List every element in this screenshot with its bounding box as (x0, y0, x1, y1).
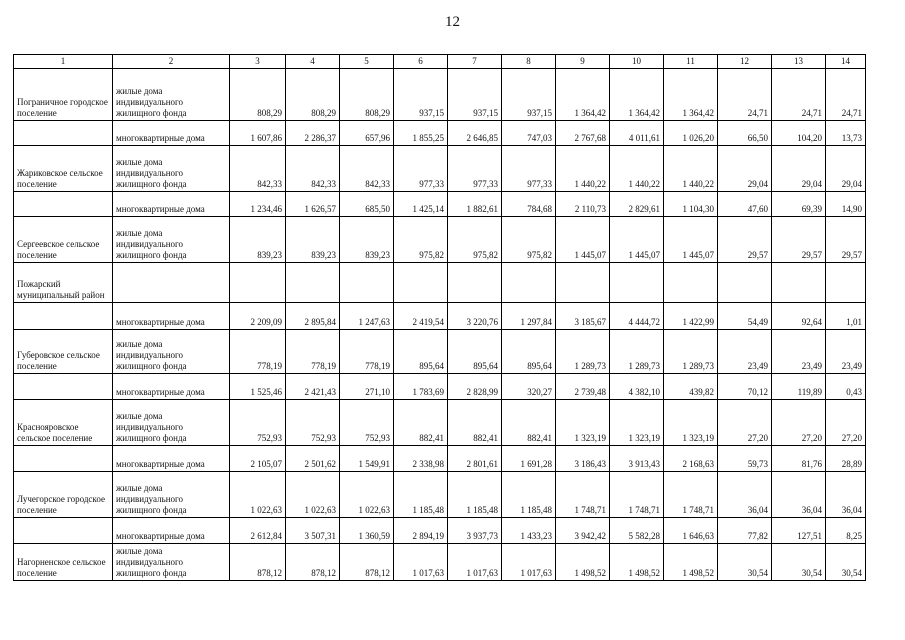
value-cell-col-7: 1 185,48 (448, 472, 502, 518)
value-cell-col-9: 3 942,42 (556, 518, 610, 544)
value-cell-col-9: 1 289,73 (556, 330, 610, 374)
value-cell-col-12: 29,57 (718, 217, 772, 263)
value-cell-col-9: 1 445,07 (556, 217, 610, 263)
value-cell-col-13: 29,57 (772, 217, 826, 263)
value-cell-col-13: 27,20 (772, 400, 826, 446)
value-cell-col-8: 895,64 (502, 330, 556, 374)
value-cell-col-10: 1 364,42 (610, 69, 664, 121)
value-cell-col-13: 104,20 (772, 121, 826, 146)
value-cell-col-8: 1 017,63 (502, 544, 556, 581)
value-cell-col-12: 70,12 (718, 374, 772, 400)
value-cell-col-4 (286, 263, 340, 303)
value-cell-col-5: 808,29 (340, 69, 394, 121)
tariff-table (13, 54, 866, 581)
value-cell-col-14: 13,73 (826, 121, 866, 146)
settlement-name-cell: Пожарский муниципальный район (14, 263, 113, 303)
column-header-13: 13 (772, 55, 826, 69)
housing-type-cell: жилые дома индивидуального жилищного фонда (113, 544, 230, 581)
value-cell-col-4: 839,23 (286, 217, 340, 263)
value-cell-col-10: 4 011,61 (610, 121, 664, 146)
housing-type-cell (113, 263, 230, 303)
value-cell-col-14: 28,89 (826, 446, 866, 472)
value-cell-col-5: 1 022,63 (340, 472, 394, 518)
table-row (14, 146, 866, 192)
settlement-name-cell: Краснояровское сельское поселение (14, 400, 113, 446)
value-cell-col-3: 1 234,46 (230, 192, 286, 217)
value-cell-col-8: 1 691,28 (502, 446, 556, 472)
value-cell-col-13: 23,49 (772, 330, 826, 374)
value-cell-col-12: 54,49 (718, 303, 772, 330)
table-row (14, 121, 866, 146)
value-cell-col-11: 1 440,22 (664, 146, 718, 192)
value-cell-col-6: 1 425,14 (394, 192, 448, 217)
settlement-name-cell (14, 446, 113, 472)
settlement-name-cell (14, 518, 113, 544)
value-cell-col-13: 36,04 (772, 472, 826, 518)
housing-type-cell: жилые дома индивидуального жилищного фонда (113, 69, 230, 121)
value-cell-col-9 (556, 263, 610, 303)
value-cell-col-13: 24,71 (772, 69, 826, 121)
value-cell-col-10: 1 323,19 (610, 400, 664, 446)
value-cell-col-8: 977,33 (502, 146, 556, 192)
value-cell-col-12: 66,50 (718, 121, 772, 146)
value-cell-col-6: 977,33 (394, 146, 448, 192)
value-cell-col-9: 1 748,71 (556, 472, 610, 518)
value-cell-col-4: 2 895,84 (286, 303, 340, 330)
value-cell-col-5: 839,23 (340, 217, 394, 263)
settlement-name-cell: Жариковское сельское поселение (14, 146, 113, 192)
value-cell-col-4: 808,29 (286, 69, 340, 121)
value-cell-col-3: 1 525,46 (230, 374, 286, 400)
value-cell-col-10 (610, 263, 664, 303)
column-header-5: 5 (340, 55, 394, 69)
value-cell-col-9: 2 767,68 (556, 121, 610, 146)
value-cell-col-10: 4 382,10 (610, 374, 664, 400)
value-cell-col-9: 1 364,42 (556, 69, 610, 121)
value-cell-col-10: 3 913,43 (610, 446, 664, 472)
value-cell-col-7: 1 017,63 (448, 544, 502, 581)
value-cell-col-14: 0,43 (826, 374, 866, 400)
value-cell-col-12: 59,73 (718, 446, 772, 472)
value-cell-col-10: 1 748,71 (610, 472, 664, 518)
value-cell-col-12: 29,04 (718, 146, 772, 192)
value-cell-col-6: 895,64 (394, 330, 448, 374)
value-cell-col-14: 1,01 (826, 303, 866, 330)
value-cell-col-11: 1 646,63 (664, 518, 718, 544)
value-cell-col-11: 1 323,19 (664, 400, 718, 446)
value-cell-col-12: 36,04 (718, 472, 772, 518)
column-header-7: 7 (448, 55, 502, 69)
value-cell-col-5: 778,19 (340, 330, 394, 374)
column-header-2: 2 (113, 55, 230, 69)
value-cell-col-7: 895,64 (448, 330, 502, 374)
value-cell-col-13: 29,04 (772, 146, 826, 192)
value-cell-col-14: 29,04 (826, 146, 866, 192)
value-cell-col-12: 24,71 (718, 69, 772, 121)
value-cell-col-9: 3 186,43 (556, 446, 610, 472)
value-cell-col-7: 882,41 (448, 400, 502, 446)
column-header-4: 4 (286, 55, 340, 69)
value-cell-col-12: 27,20 (718, 400, 772, 446)
value-cell-col-10: 5 582,28 (610, 518, 664, 544)
column-header-6: 6 (394, 55, 448, 69)
value-cell-col-11: 1 026,20 (664, 121, 718, 146)
value-cell-col-14: 29,57 (826, 217, 866, 263)
column-header-9: 9 (556, 55, 610, 69)
value-cell-col-3: 778,19 (230, 330, 286, 374)
housing-type-cell: многоквартирные дома (113, 192, 230, 217)
value-cell-col-10: 1 445,07 (610, 217, 664, 263)
table-row (14, 400, 866, 446)
housing-type-cell: многоквартирные дома (113, 374, 230, 400)
value-cell-col-4: 1 022,63 (286, 472, 340, 518)
column-header-12: 12 (718, 55, 772, 69)
value-cell-col-13: 119,89 (772, 374, 826, 400)
value-cell-col-4: 878,12 (286, 544, 340, 581)
value-cell-col-8: 320,27 (502, 374, 556, 400)
value-cell-col-13: 127,51 (772, 518, 826, 544)
value-cell-col-10: 1 289,73 (610, 330, 664, 374)
value-cell-col-8: 1 297,84 (502, 303, 556, 330)
value-cell-col-4: 1 626,57 (286, 192, 340, 217)
value-cell-col-11 (664, 263, 718, 303)
settlement-name-cell: Сергеевское сельское поселение (14, 217, 113, 263)
value-cell-col-5: 752,93 (340, 400, 394, 446)
value-cell-col-4: 778,19 (286, 330, 340, 374)
value-cell-col-11: 1 422,99 (664, 303, 718, 330)
table-row (14, 69, 866, 121)
column-number-header-row (14, 55, 866, 69)
value-cell-col-7: 975,82 (448, 217, 502, 263)
value-cell-col-6 (394, 263, 448, 303)
value-cell-col-3: 1 607,86 (230, 121, 286, 146)
value-cell-col-9: 2 110,73 (556, 192, 610, 217)
housing-type-cell: жилые дома индивидуального жилищного фонда (113, 330, 230, 374)
column-header-1: 1 (14, 55, 113, 69)
value-cell-col-14: 24,71 (826, 69, 866, 121)
value-cell-col-7: 2 801,61 (448, 446, 502, 472)
value-cell-col-5: 657,96 (340, 121, 394, 146)
value-cell-col-4: 2 286,37 (286, 121, 340, 146)
value-cell-col-3: 1 022,63 (230, 472, 286, 518)
value-cell-col-4: 752,93 (286, 400, 340, 446)
value-cell-col-3: 2 612,84 (230, 518, 286, 544)
column-header-3: 3 (230, 55, 286, 69)
value-cell-col-3: 878,12 (230, 544, 286, 581)
value-cell-col-14: 30,54 (826, 544, 866, 581)
value-cell-col-7: 977,33 (448, 146, 502, 192)
page-number: 12 (445, 14, 460, 30)
settlement-name-cell (14, 374, 113, 400)
value-cell-col-5: 1 549,91 (340, 446, 394, 472)
settlement-name-cell: Губеровское сельское поселение (14, 330, 113, 374)
settlement-name-cell (14, 121, 113, 146)
value-cell-col-10: 1 498,52 (610, 544, 664, 581)
housing-type-cell: многоквартирные дома (113, 518, 230, 544)
value-cell-col-8 (502, 263, 556, 303)
value-cell-col-14 (826, 263, 866, 303)
value-cell-col-6: 1 855,25 (394, 121, 448, 146)
value-cell-col-6: 937,15 (394, 69, 448, 121)
settlement-name-cell: Пограничное городское поселение (14, 69, 113, 121)
column-header-8: 8 (502, 55, 556, 69)
value-cell-col-3: 752,93 (230, 400, 286, 446)
value-cell-col-13 (772, 263, 826, 303)
value-cell-col-8: 937,15 (502, 69, 556, 121)
value-cell-col-8: 975,82 (502, 217, 556, 263)
value-cell-col-6: 2 338,98 (394, 446, 448, 472)
housing-type-cell: многоквартирные дома (113, 446, 230, 472)
settlement-name-cell: Нагорненское сельское поселение (14, 544, 113, 581)
value-cell-col-9: 2 739,48 (556, 374, 610, 400)
value-cell-col-7: 2 646,85 (448, 121, 502, 146)
value-cell-col-13: 30,54 (772, 544, 826, 581)
settlement-name-cell (14, 192, 113, 217)
table-row (14, 544, 866, 581)
value-cell-col-6: 2 894,19 (394, 518, 448, 544)
value-cell-col-10: 2 829,61 (610, 192, 664, 217)
value-cell-col-5: 1 360,59 (340, 518, 394, 544)
value-cell-col-11: 1 498,52 (664, 544, 718, 581)
value-cell-col-12: 77,82 (718, 518, 772, 544)
value-cell-col-13: 92,64 (772, 303, 826, 330)
value-cell-col-9: 1 498,52 (556, 544, 610, 581)
settlement-name-cell: Лучегорское городское поселение (14, 472, 113, 518)
value-cell-col-11: 1 104,30 (664, 192, 718, 217)
value-cell-col-14: 27,20 (826, 400, 866, 446)
value-cell-col-12: 30,54 (718, 544, 772, 581)
value-cell-col-4: 2 421,43 (286, 374, 340, 400)
value-cell-col-6: 1 017,63 (394, 544, 448, 581)
value-cell-col-8: 747,03 (502, 121, 556, 146)
value-cell-col-13: 69,39 (772, 192, 826, 217)
housing-type-cell: жилые дома индивидуального жилищного фонда (113, 400, 230, 446)
table-row (14, 303, 866, 330)
value-cell-col-3: 808,29 (230, 69, 286, 121)
column-header-11: 11 (664, 55, 718, 69)
value-cell-col-10: 1 440,22 (610, 146, 664, 192)
value-cell-col-12: 47,60 (718, 192, 772, 217)
value-cell-col-13: 81,76 (772, 446, 826, 472)
value-cell-col-5: 271,10 (340, 374, 394, 400)
housing-type-cell: жилые дома индивидуального жилищного фонда (113, 472, 230, 518)
value-cell-col-5: 685,50 (340, 192, 394, 217)
column-header-14: 14 (826, 55, 866, 69)
value-cell-col-5: 1 247,63 (340, 303, 394, 330)
value-cell-col-6: 882,41 (394, 400, 448, 446)
settlement-name-cell (14, 303, 113, 330)
table-row (14, 330, 866, 374)
value-cell-col-3: 2 209,09 (230, 303, 286, 330)
table-row (14, 263, 866, 303)
value-cell-col-3 (230, 263, 286, 303)
table-row (14, 374, 866, 400)
value-cell-col-5: 842,33 (340, 146, 394, 192)
value-cell-col-8: 1 185,48 (502, 472, 556, 518)
value-cell-col-7 (448, 263, 502, 303)
value-cell-col-8: 1 433,23 (502, 518, 556, 544)
value-cell-col-7: 3 937,73 (448, 518, 502, 544)
value-cell-col-14: 23,49 (826, 330, 866, 374)
value-cell-col-11: 1 289,73 (664, 330, 718, 374)
value-cell-col-6: 2 419,54 (394, 303, 448, 330)
value-cell-col-14: 14,90 (826, 192, 866, 217)
value-cell-col-10: 4 444,72 (610, 303, 664, 330)
value-cell-col-11: 2 168,63 (664, 446, 718, 472)
table-row (14, 518, 866, 544)
housing-type-cell: многоквартирные дома (113, 121, 230, 146)
value-cell-col-7: 1 882,61 (448, 192, 502, 217)
value-cell-col-11: 1 364,42 (664, 69, 718, 121)
column-header-10: 10 (610, 55, 664, 69)
value-cell-col-8: 882,41 (502, 400, 556, 446)
table-row (14, 192, 866, 217)
housing-type-cell: жилые дома индивидуального жилищного фонда (113, 146, 230, 192)
table-row (14, 472, 866, 518)
value-cell-col-9: 3 185,67 (556, 303, 610, 330)
value-cell-col-14: 8,25 (826, 518, 866, 544)
value-cell-col-11: 1 445,07 (664, 217, 718, 263)
value-cell-col-11: 1 748,71 (664, 472, 718, 518)
housing-type-cell: многоквартирные дома (113, 303, 230, 330)
value-cell-col-9: 1 323,19 (556, 400, 610, 446)
value-cell-col-11: 439,82 (664, 374, 718, 400)
value-cell-col-7: 937,15 (448, 69, 502, 121)
value-cell-col-3: 2 105,07 (230, 446, 286, 472)
value-cell-col-4: 2 501,62 (286, 446, 340, 472)
table-row (14, 217, 866, 263)
value-cell-col-6: 1 783,69 (394, 374, 448, 400)
value-cell-col-4: 842,33 (286, 146, 340, 192)
value-cell-col-9: 1 440,22 (556, 146, 610, 192)
value-cell-col-14: 36,04 (826, 472, 866, 518)
value-cell-col-8: 784,68 (502, 192, 556, 217)
value-cell-col-5: 878,12 (340, 544, 394, 581)
value-cell-col-6: 975,82 (394, 217, 448, 263)
value-cell-col-4: 3 507,31 (286, 518, 340, 544)
value-cell-col-5 (340, 263, 394, 303)
value-cell-col-12: 23,49 (718, 330, 772, 374)
value-cell-col-7: 3 220,76 (448, 303, 502, 330)
value-cell-col-3: 842,33 (230, 146, 286, 192)
value-cell-col-12 (718, 263, 772, 303)
value-cell-col-3: 839,23 (230, 217, 286, 263)
housing-type-cell: жилые дома индивидуального жилищного фонда (113, 217, 230, 263)
value-cell-col-6: 1 185,48 (394, 472, 448, 518)
value-cell-col-7: 2 828,99 (448, 374, 502, 400)
table-row (14, 446, 866, 472)
